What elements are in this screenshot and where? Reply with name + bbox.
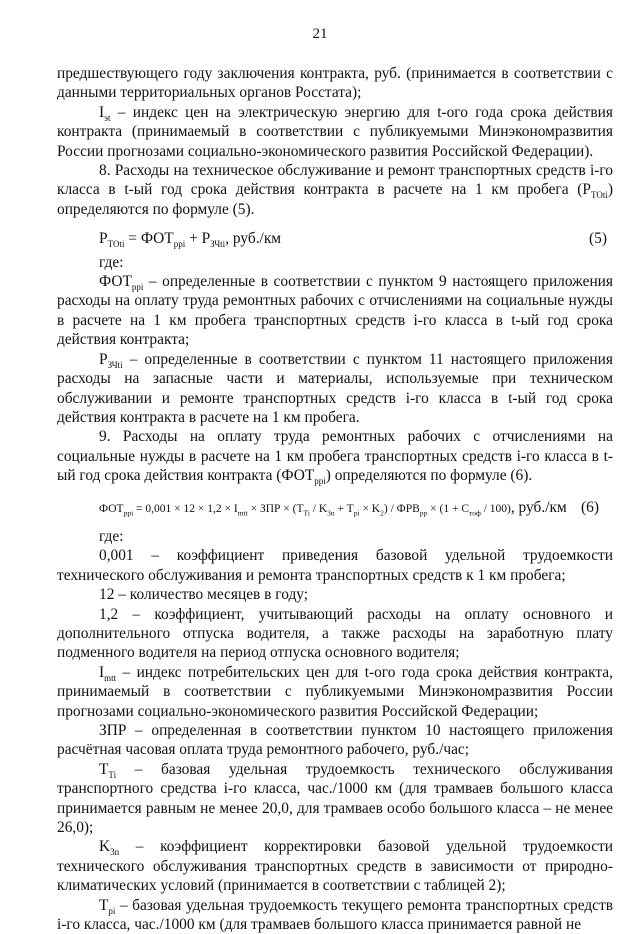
paragraph-coefficient-0001: 0,001 – коэффициент приведения базовой удельной трудоемкости технического обслуживания и ремонта транспортных средств к 1 км пробега; [57, 547, 613, 584]
paragraph-consumer-price-index: $I_{mtt}$ – индекс потребительских цен для t-ого года срока действия контракта, принимаемый в соответствии с публикуемыми Минэкономразвития России прогнозами социально-экономического развития Российской Федерации; [57, 663, 613, 720]
formula-6: $ФОТ_{ppi} = 0,001 \times 12 \times 1,2 \times I_{mtt}$ × ЗПР × $(T_{Ti} / K_{3n} + T_{pi} \times K_2) / ФРВ_{pp} \times (1 + C_{тоф} / 100)$, руб./км (6) [57, 498, 613, 519]
paragraph-electricity-index: $I_{эt}$ – индекс цен на электрическую энергию для t-ого года срока действия контракта (принимаемый в соответствии с публикуемыми Минэкономразвития России прогнозами социально-экономического развития Российской Федерации). [57, 103, 613, 160]
paragraph-months: 12 – количество месяцев в году; [99, 586, 309, 604]
formula-5: $Р_{ТОti} = ФОТ_{ppi} + Р_{ЗЧti}$, руб./км (5) [57, 229, 613, 248]
paragraph-coefficient-12: 1,2 – коэффициент, учитывающий расходы на оплату основного и дополнительного отпуска водителя, а также расходы на заработную плату подменного водителя на период отпуска основного водителя; [57, 605, 613, 662]
document-body [57, 64, 613, 934]
paragraph-section-8: 8. Расходы на техническое обслуживание и ремонт транспортных средств i-го класса в t-ый год срока действия контракта в расчете на 1 км пробега $(Р_{ТОti})$ определяются по формуле (5). [57, 162, 613, 218]
paragraph-maintenance-labor: $T_{Ti}$ – базовая удельная трудоемкость технического обслуживания транспортного средства i-го класса, час./1000 км (для трамваев большого класса принимается равным не менее 20,0, для трамваев особо большого класса – не менее 26,0); [57, 760, 613, 837]
paragraph-zpr: ЗПР – определенная в соответствии пунктом 10 настоящего приложения расчётная часовая оплата труда ремонтного рабочего, руб./час; [57, 722, 613, 759]
paragraph-fot-definition: $ФОТ_{ppi}$ – определенные в соответствии с пунктом 9 настоящего приложения расходы на оплату труда ремонтных рабочих с отчислениями на социальные нужды в расчете на 1 км пробега транспортных средств i-го класса в t-ый год срока действия контракта; [57, 273, 613, 349]
paragraph-1: предшествующего году заключения контракта, руб. (принимается в соответствии с данными территориальных органов Росстата); [57, 65, 613, 102]
where-label-1: где: [99, 253, 124, 271]
where-label-2: где: [99, 527, 124, 545]
paragraph-section-9: 9. Расходы на оплату труда ремонтных рабочих с отчислениями на социальные нужды в расчете на 1 км пробега транспортных средств i-го класса в t-ый год срока действия контракта $(ФОТ_{ppi})$ определяются по формуле (6). [57, 428, 613, 487]
paragraph-climate-coefficient: $K_{3n}$ – коэффициент корректировки базовой удельной трудоемкости технического обслуживания транспортных средств в зависимости от природно-климатических условий (принимается в соответствии с таблицей 2); [57, 838, 613, 895]
formula-5-number: (5) [589, 230, 607, 248]
formula-6-number: (6) [581, 498, 599, 516]
paragraph-repair-labor: $T_{pi}$ – базовая удельная трудоемкость текущего ремонта транспортных средств i-го класса, час./1000 км (для трамваев большого класса принимается равной не [57, 896, 613, 934]
page-number: 21 [312, 26, 328, 42]
paragraph-spare-parts-definition: $Р_{ЗЧti}$ – определенные в соответствии с пунктом 11 настоящего приложения расходы на запасные части и материалы, используемые при техническом обслуживании и ремонте транспортных средств i-го класса в t-ый год срока действия контракта в расчете на 1 км пробега. [57, 350, 613, 426]
